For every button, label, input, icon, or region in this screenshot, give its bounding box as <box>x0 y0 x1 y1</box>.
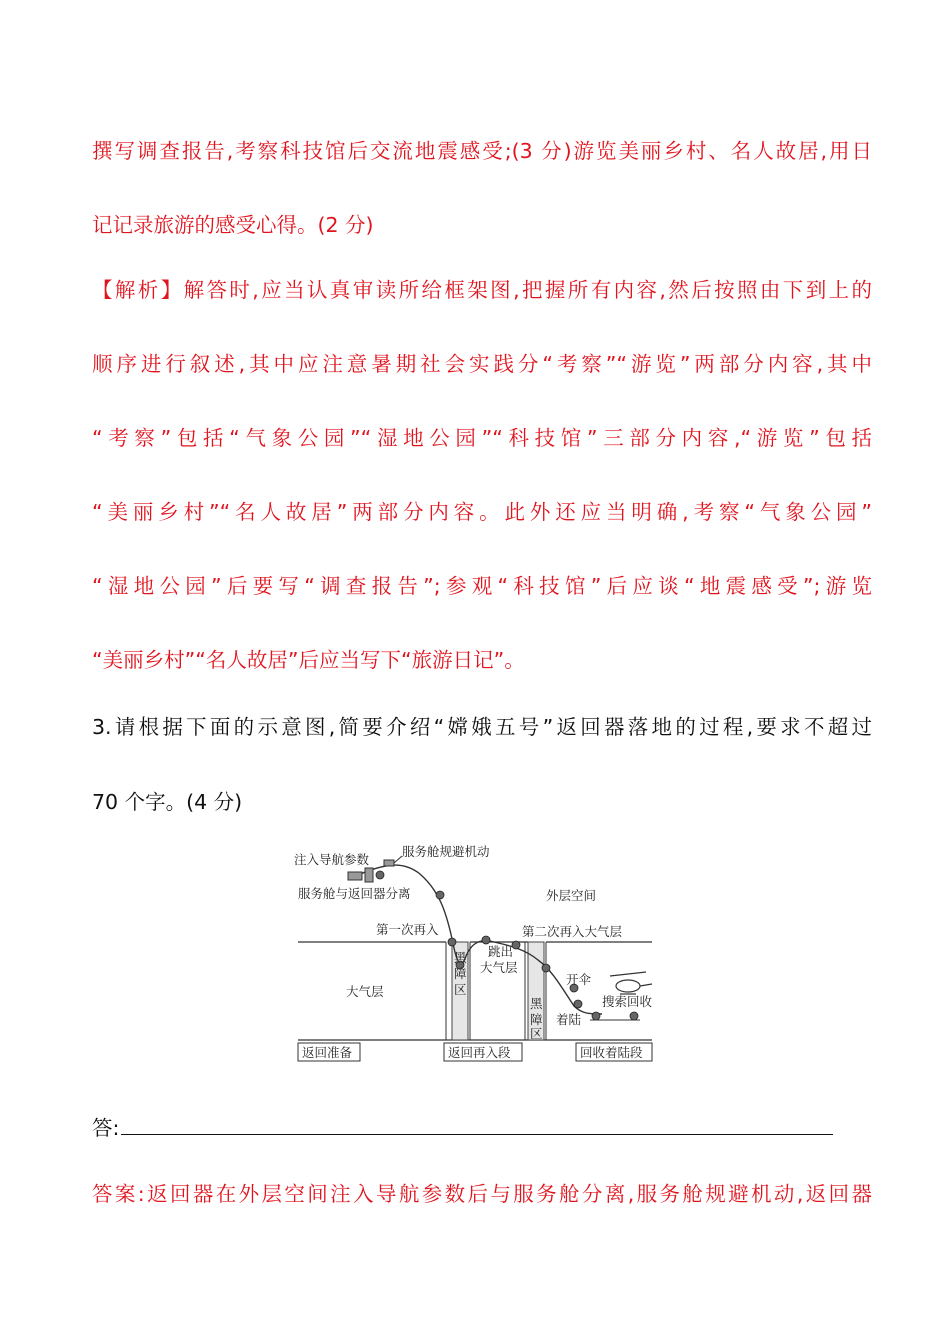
label-landing: 着陆 <box>556 1012 582 1027</box>
answer-prompt: 答: <box>92 1116 120 1140</box>
label-skip-out-1: 跳出 <box>488 944 514 959</box>
helicopter-icon <box>610 972 652 994</box>
label-second-reentry: 第二次再入大气层 <box>522 924 623 939</box>
answer-text: 答案:返回器在外层空间注入导航参数后与服务舱分离,服务舱规避机动,返回器 <box>92 1182 872 1206</box>
analysis-line-4: “美丽乡村”“名人故居”两部分内容。此外还应当明确,考察“气象公园” <box>92 500 872 524</box>
label-blackout-b-1: 黑 <box>530 996 543 1011</box>
label-search-recovery: 搜索回收 <box>602 994 653 1009</box>
label-blackout-a-2: 障 <box>454 966 467 981</box>
text-line-2: 记记录旅游的感受心得。(2 分) <box>92 213 374 237</box>
answer-prompt-line <box>92 1114 872 1142</box>
label-blackout-b-3: 区 <box>530 1026 543 1041</box>
label-first-reentry: 第一次再入 <box>376 922 439 937</box>
label-service-module-evade: 服务舱规避机动 <box>402 844 490 859</box>
stage-recovery-landing: 回收着陆段 <box>580 1045 643 1060</box>
label-outer-space: 外层空间 <box>546 888 597 903</box>
label-inject-navigation: 注入导航参数 <box>294 852 370 867</box>
answer-blank[interactable] <box>121 1116 833 1135</box>
label-separation: 服务舱与返回器分离 <box>298 886 411 901</box>
label-blackout-a-3: 区 <box>454 982 467 997</box>
label-skip-out-2: 大气层 <box>480 960 518 975</box>
text-line-1: 撰写调查报告,考察科技馆后交流地震感受;(3 分)游览美丽乡村、名人故居,用日 <box>92 139 872 163</box>
reentry-diagram <box>290 838 660 1068</box>
label-blackout-a-1: 黑 <box>454 950 467 965</box>
label-atmosphere: 大气层 <box>346 984 384 999</box>
label-blackout-b-2: 障 <box>530 1012 543 1027</box>
question-3-line-1: 3.请根据下面的示意图,简要介绍“嫦娥五号”返回器落地的过程,要求不超过 <box>92 715 872 739</box>
stage-reentry: 返回再入段 <box>448 1045 511 1060</box>
analysis-line-6: “美丽乡村”“名人故居”后应当写下“旅游日记”。 <box>92 648 525 672</box>
analysis-line-5: “湿地公园”后要写“调查报告”;参观“科技馆”后应谈“地震感受”;游览 <box>92 574 872 598</box>
analysis-line-1: 【解析】解答时,应当认真审读所给框架图,把握所有内容,然后按照由下到上的 <box>92 278 872 302</box>
label-parachute: 开伞 <box>566 972 592 987</box>
analysis-line-3: “考察”包括“气象公园”“湿地公园”“科技馆”三部分内容,“游览”包括 <box>92 426 872 450</box>
stage-return-prep: 返回准备 <box>302 1045 353 1060</box>
analysis-line-2: 顺序进行叙述,其中应注意暑期社会实践分“考察”“游览”两部分内容,其中 <box>92 352 872 376</box>
question-3-line-2: 70 个字。(4 分) <box>92 790 243 814</box>
